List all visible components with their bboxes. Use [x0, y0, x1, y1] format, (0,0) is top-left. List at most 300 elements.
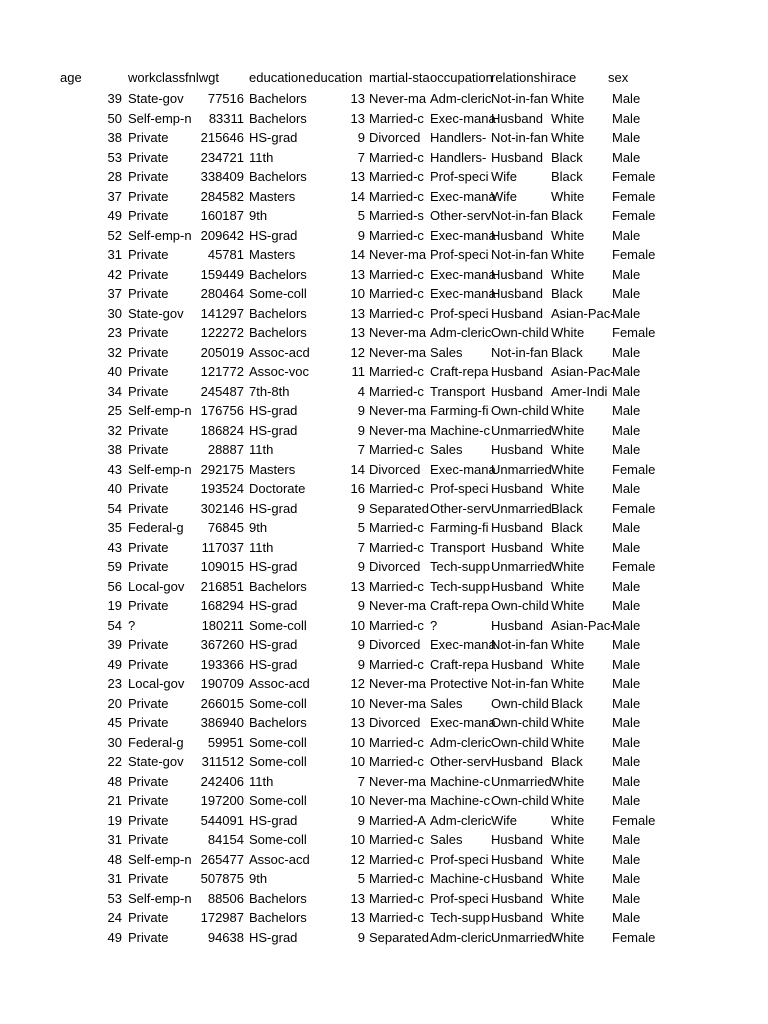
cell-education-num: 14 [350, 188, 365, 204]
cell-occupation: Adm-cleric [430, 325, 492, 340]
cell-education-num: 10 [350, 286, 365, 301]
table-row [0, 382, 768, 402]
cell-education: HS-grad [249, 227, 298, 243]
cell-workclass: State-gov [128, 754, 184, 769]
cell-race: White [551, 422, 585, 438]
cell-occupation: Prof-speci [430, 481, 489, 496]
cell-relationship: Husband [491, 656, 544, 672]
cell-workclass: Private [128, 247, 169, 262]
cell-occupation: Sales [430, 832, 463, 847]
cell-education: Bachelors [249, 578, 307, 594]
cell-sex: Male [612, 149, 641, 165]
cell-occupation: Protective [430, 676, 488, 691]
table-row [0, 596, 768, 616]
cell-marital-status: Separated [369, 929, 429, 945]
cell-education: 11th [249, 773, 274, 789]
cell-occupation: Machine-c [430, 871, 490, 886]
cell-marital-status: Married-c [369, 890, 424, 906]
cell-relationship: Not-in-fan [491, 91, 549, 106]
cell-race: Asian-Pac- [551, 364, 615, 379]
cell-marital-status: Never-ma [369, 325, 427, 340]
cell-education-num: 13 [350, 305, 365, 321]
cell-workclass: Private [128, 656, 169, 672]
cell-occupation: Adm-cleric [430, 812, 492, 828]
table-row [0, 889, 768, 909]
cell-marital-status: Married-c [369, 227, 424, 243]
cell-relationship: Husband [491, 910, 544, 925]
cell-education: HS-grad [249, 656, 298, 672]
header-cell-occupation: occupation [430, 70, 493, 85]
cell-relationship: Not-in-fan [491, 344, 549, 360]
cell-race: Asian-Pac- [551, 617, 615, 633]
cell-workclass: Private [128, 812, 169, 828]
cell-relationship: Husband [491, 832, 544, 847]
cell-education: Assoc-voc [249, 364, 309, 379]
cell-education: Doctorate [249, 481, 306, 496]
cell-education: Some-coll [249, 617, 307, 633]
cell-occupation: Prof-speci [430, 247, 489, 262]
table-row [0, 460, 768, 480]
header-cell-workclass: workclass [128, 70, 186, 85]
cell-marital-status: Divorced [369, 130, 421, 145]
cell-education-num: 9 [357, 422, 365, 438]
cell-fnlwgt: 84154 [207, 832, 244, 847]
cell-education-num: 9 [357, 227, 365, 243]
cell-workclass: Private [128, 383, 169, 399]
cell-relationship: Wife [491, 169, 517, 184]
cell-fnlwgt: 245487 [200, 383, 244, 399]
cell-race: Black [551, 695, 583, 711]
cell-marital-status: Married-c [369, 266, 424, 282]
cell-age: 52 [107, 227, 122, 243]
cell-relationship: Unmarried [491, 929, 552, 945]
header-cell-race: race [551, 70, 577, 85]
cell-education: Masters [249, 188, 296, 204]
cell-age: 40 [107, 364, 122, 379]
cell-education: Bachelors [249, 305, 307, 321]
cell-sex: Male [612, 383, 641, 399]
cell-marital-status: Married-c [369, 617, 424, 633]
cell-occupation: Handlers- [430, 149, 487, 165]
cell-sex: Female [612, 247, 656, 262]
cell-race: White [551, 578, 585, 594]
cell-education-num: 16 [350, 481, 365, 496]
cell-sex: Male [612, 403, 641, 418]
cell-sex: Male [612, 442, 641, 457]
cell-workclass: Private [128, 208, 169, 223]
cell-fnlwgt: 193366 [200, 656, 244, 672]
cell-relationship: Not-in-fan [491, 130, 549, 145]
cell-occupation: ? [430, 617, 438, 633]
cell-relationship: Husband [491, 890, 544, 906]
cell-education-num: 13 [350, 169, 365, 184]
cell-sex: Male [612, 773, 641, 789]
cell-race: White [551, 637, 585, 652]
cell-sex: Male [612, 539, 641, 555]
cell-occupation: Machine-c [430, 773, 490, 789]
cell-age: 23 [107, 676, 122, 691]
cell-race: White [551, 188, 585, 204]
cell-occupation: Adm-cleric [430, 91, 492, 106]
cell-relationship: Own-child [491, 403, 549, 418]
cell-occupation: Craft-repa [430, 656, 489, 672]
cell-education-num: 14 [350, 247, 365, 262]
cell-sex: Male [612, 227, 641, 243]
cell-education: Masters [249, 461, 296, 477]
cell-sex: Male [612, 598, 641, 613]
cell-race: White [551, 598, 585, 613]
cell-age: 22 [107, 754, 122, 769]
cell-education-num: 11 [351, 364, 365, 379]
cell-education: Some-coll [249, 286, 307, 301]
cell-sex: Female [612, 208, 656, 223]
cell-occupation: Sales [430, 695, 463, 711]
cell-workclass: Self-emp-n [128, 890, 192, 906]
table-row [0, 401, 768, 421]
cell-education-num: 13 [350, 266, 365, 282]
cell-race: White [551, 851, 585, 867]
cell-fnlwgt: 367260 [200, 637, 244, 652]
cell-education: HS-grad [249, 130, 298, 145]
cell-age: 53 [107, 149, 122, 165]
cell-marital-status: Married-c [369, 481, 424, 496]
cell-relationship: Husband [491, 266, 544, 282]
cell-education: Assoc-acd [249, 344, 310, 360]
cell-education-num: 13 [350, 910, 365, 925]
cell-education-num: 10 [350, 695, 365, 711]
cell-education: Some-coll [249, 754, 307, 769]
cell-workclass: Private [128, 169, 169, 184]
cell-sex: Male [612, 130, 641, 145]
cell-sex: Male [612, 637, 641, 652]
cell-workclass: Private [128, 832, 169, 847]
cell-race: Black [551, 169, 583, 184]
cell-education-num: 9 [357, 559, 365, 574]
cell-workclass: State-gov [128, 91, 184, 106]
table-row [0, 421, 768, 441]
cell-education-num: 9 [357, 598, 365, 613]
cell-occupation: Farming-fi [430, 403, 489, 418]
cell-race: White [551, 715, 585, 730]
cell-education-num: 13 [350, 578, 365, 594]
cell-education-num: 9 [357, 812, 365, 828]
cell-sex: Male [612, 754, 641, 769]
cell-education-num: 9 [357, 929, 365, 945]
cell-workclass: Self-emp-n [128, 851, 192, 867]
cell-marital-status: Married-s [369, 208, 424, 223]
cell-education-num: 10 [350, 617, 365, 633]
cell-occupation: Tech-supp [430, 578, 490, 594]
table-row [0, 694, 768, 714]
cell-education: Assoc-acd [249, 851, 310, 867]
cell-occupation: Machine-c [430, 422, 490, 438]
header-cell-age: age [60, 70, 82, 85]
cell-marital-status: Never-ma [369, 695, 427, 711]
cell-sex: Female [612, 325, 656, 340]
cell-sex: Male [612, 578, 641, 594]
cell-sex: Male [612, 793, 641, 808]
cell-marital-status: Married-A [369, 812, 427, 828]
cell-relationship: Own-child [491, 325, 549, 340]
table-row [0, 908, 768, 928]
cell-age: 49 [107, 208, 122, 223]
cell-fnlwgt: 205019 [200, 344, 244, 360]
cell-relationship: Not-in-fan [491, 676, 549, 691]
cell-race: White [551, 871, 585, 886]
cell-race: Black [551, 208, 583, 223]
cell-fnlwgt: 28887 [207, 442, 244, 457]
cell-education-num: 9 [357, 500, 365, 516]
cell-occupation: Transport [430, 539, 486, 555]
cell-race: White [551, 481, 585, 496]
table-row [0, 518, 768, 538]
cell-workclass: Private [128, 871, 169, 886]
cell-age: 21 [107, 793, 122, 808]
cell-age: 39 [107, 637, 122, 652]
cell-relationship: Own-child [491, 695, 549, 711]
cell-relationship: Unmarried [491, 422, 552, 438]
cell-fnlwgt: 176756 [200, 403, 244, 418]
cell-race: Black [551, 520, 583, 535]
cell-marital-status: Married-c [369, 578, 424, 594]
cell-fnlwgt: 77516 [207, 91, 244, 106]
cell-age: 45 [107, 715, 122, 730]
cell-age: 28 [107, 169, 122, 184]
cell-workclass: Private [128, 773, 169, 789]
cell-race: White [551, 130, 585, 145]
table-row [0, 226, 768, 246]
cell-age: 37 [107, 188, 122, 204]
cell-workclass: Local-gov [128, 578, 185, 594]
cell-relationship: Husband [491, 481, 544, 496]
cell-occupation: Sales [430, 442, 463, 457]
cell-workclass: Private [128, 422, 169, 438]
cell-occupation: Exec-mana [430, 286, 496, 301]
cell-relationship: Not-in-fan [491, 208, 549, 223]
cell-marital-status: Married-c [369, 169, 424, 184]
table-row [0, 850, 768, 870]
cell-occupation: Craft-repa [430, 598, 489, 613]
cell-fnlwgt: 302146 [200, 500, 244, 516]
cell-education: HS-grad [249, 929, 298, 945]
cell-education-num: 13 [350, 110, 365, 126]
cell-sex: Female [612, 188, 656, 204]
cell-occupation: Exec-mana [430, 110, 496, 126]
cell-workclass: Private [128, 286, 169, 301]
cell-occupation: Adm-cleric [430, 929, 492, 945]
table-row [0, 733, 768, 753]
cell-age: 49 [107, 929, 122, 945]
cell-race: White [551, 793, 585, 808]
cell-fnlwgt: 122272 [200, 325, 244, 340]
cell-occupation: Prof-speci [430, 305, 489, 321]
table-row [0, 713, 768, 733]
cell-occupation: Tech-supp [430, 910, 490, 925]
cell-sex: Female [612, 812, 656, 828]
cell-occupation: Exec-mana [430, 715, 496, 730]
cell-age: 19 [107, 812, 122, 828]
table-row [0, 538, 768, 558]
cell-fnlwgt: 265477 [200, 851, 244, 867]
cell-workclass: Local-gov [128, 676, 185, 691]
cell-fnlwgt: 234721 [200, 149, 244, 165]
cell-marital-status: Married-c [369, 520, 424, 535]
cell-fnlwgt: 83311 [208, 110, 244, 126]
cell-workclass: Private [128, 442, 169, 457]
cell-sex: Male [612, 910, 641, 925]
cell-workclass: Self-emp-n [128, 461, 192, 477]
cell-sex: Female [612, 500, 656, 516]
cell-occupation: Sales [430, 344, 463, 360]
cell-age: 19 [107, 598, 122, 613]
cell-sex: Female [612, 461, 656, 477]
cell-sex: Female [612, 559, 656, 574]
table-row [0, 791, 768, 811]
cell-relationship: Not-in-fan [491, 247, 549, 262]
cell-age: 43 [107, 461, 122, 477]
cell-relationship: Own-child [491, 734, 549, 750]
cell-occupation: Exec-mana [430, 637, 496, 652]
cell-education-num: 10 [350, 793, 365, 808]
cell-education-num: 10 [350, 754, 365, 769]
cell-workclass: Private [128, 929, 169, 945]
cell-education: HS-grad [249, 559, 298, 574]
cell-marital-status: Married-c [369, 539, 424, 555]
header-cell-marital-status: martial-sta [369, 70, 430, 85]
cell-marital-status: Married-c [369, 149, 424, 165]
table-row [0, 109, 768, 129]
cell-education-num: 7 [357, 149, 365, 165]
cell-workclass: Private [128, 266, 169, 282]
cell-fnlwgt: 311512 [201, 754, 244, 769]
cell-marital-status: Married-c [369, 871, 424, 886]
table-row [0, 187, 768, 207]
cell-marital-status: Never-ma [369, 598, 427, 613]
table-row [0, 284, 768, 304]
cell-education: Some-coll [249, 832, 307, 847]
cell-age: 54 [107, 500, 122, 516]
cell-education-num: 7 [357, 539, 365, 555]
cell-sex: Male [612, 305, 641, 321]
header-cell-fnlwgt: fnlwgt [185, 70, 219, 85]
cell-relationship: Husband [491, 520, 544, 535]
cell-fnlwgt: 121772 [200, 364, 244, 379]
cell-relationship: Unmarried [491, 773, 552, 789]
cell-marital-status: Married-c [369, 832, 424, 847]
cell-workclass: Self-emp-n [128, 403, 192, 418]
cell-relationship: Husband [491, 754, 544, 769]
cell-education: Some-coll [249, 734, 307, 750]
cell-education: 9th [249, 871, 268, 886]
cell-occupation: Exec-mana [430, 188, 496, 204]
cell-education: Bachelors [249, 110, 307, 126]
cell-fnlwgt: 141297 [200, 305, 244, 321]
table-row [0, 557, 768, 577]
table-row [0, 206, 768, 226]
cell-relationship: Unmarried [491, 500, 552, 516]
cell-education: Bachelors [249, 266, 307, 282]
cell-relationship: Husband [491, 539, 544, 555]
cell-relationship: Husband [491, 227, 544, 243]
cell-education-num: 13 [350, 715, 365, 730]
cell-relationship: Husband [491, 364, 544, 379]
cell-workclass: Private [128, 500, 169, 516]
cell-education: 11th [249, 149, 274, 165]
cell-race: White [551, 832, 585, 847]
cell-workclass: Private [128, 344, 169, 360]
cell-workclass: Private [128, 793, 169, 808]
cell-workclass: Private [128, 539, 169, 555]
cell-education: Bachelors [249, 169, 307, 184]
cell-fnlwgt: 292175 [200, 461, 244, 477]
cell-sex: Male [612, 890, 641, 906]
cell-relationship: Husband [491, 442, 544, 457]
cell-fnlwgt: 117037 [201, 539, 244, 555]
cell-workclass: Private [128, 695, 169, 711]
table-row [0, 655, 768, 675]
cell-sex: Male [612, 422, 641, 438]
cell-occupation: Other-serv [430, 754, 492, 769]
cell-occupation: Prof-speci [430, 890, 489, 906]
cell-education-num: 13 [350, 890, 365, 906]
cell-occupation: Other-serv [430, 208, 492, 223]
cell-marital-status: Married-c [369, 286, 424, 301]
table-row [0, 440, 768, 460]
cell-sex: Male [612, 832, 641, 847]
cell-race: White [551, 656, 585, 672]
cell-age: 38 [107, 442, 122, 457]
cell-marital-status: Never-ma [369, 247, 427, 262]
header-cell-education-num: education [306, 70, 363, 85]
cell-age: 42 [107, 266, 122, 282]
cell-workclass: State-gov [128, 305, 184, 321]
cell-sex: Male [612, 695, 641, 711]
cell-sex: Male [612, 676, 641, 691]
cell-marital-status: Divorced [369, 637, 421, 652]
cell-marital-status: Never-ma [369, 422, 427, 438]
cell-marital-status: Never-ma [369, 676, 427, 691]
cell-marital-status: Separated [369, 500, 429, 516]
header-cell-sex: sex [608, 70, 629, 85]
table-row [0, 635, 768, 655]
table-row [0, 343, 768, 363]
cell-age: 49 [107, 656, 122, 672]
cell-relationship: Unmarried [491, 461, 552, 477]
cell-race: White [551, 403, 585, 418]
cell-education: HS-grad [249, 500, 298, 516]
cell-occupation: Exec-mana [430, 266, 496, 282]
cell-sex: Male [612, 871, 641, 886]
table-row [0, 245, 768, 265]
cell-education: Assoc-acd [249, 676, 310, 691]
cell-age: 30 [107, 305, 122, 321]
cell-age: 48 [107, 851, 122, 867]
table-row [0, 304, 768, 324]
cell-age: 38 [107, 130, 122, 145]
cell-occupation: Prof-speci [430, 169, 489, 184]
cell-sex: Male [612, 656, 641, 672]
cell-education: 9th [249, 520, 268, 535]
cell-race: White [551, 734, 585, 750]
cell-relationship: Husband [491, 110, 544, 126]
cell-relationship: Own-child [491, 598, 549, 613]
cell-occupation: Exec-mana [430, 461, 496, 477]
cell-workclass: Private [128, 910, 169, 925]
cell-age: 39 [107, 91, 122, 106]
cell-relationship: Unmarried [491, 559, 552, 574]
cell-fnlwgt: 159449 [200, 266, 244, 282]
cell-occupation: Machine-c [430, 793, 490, 808]
